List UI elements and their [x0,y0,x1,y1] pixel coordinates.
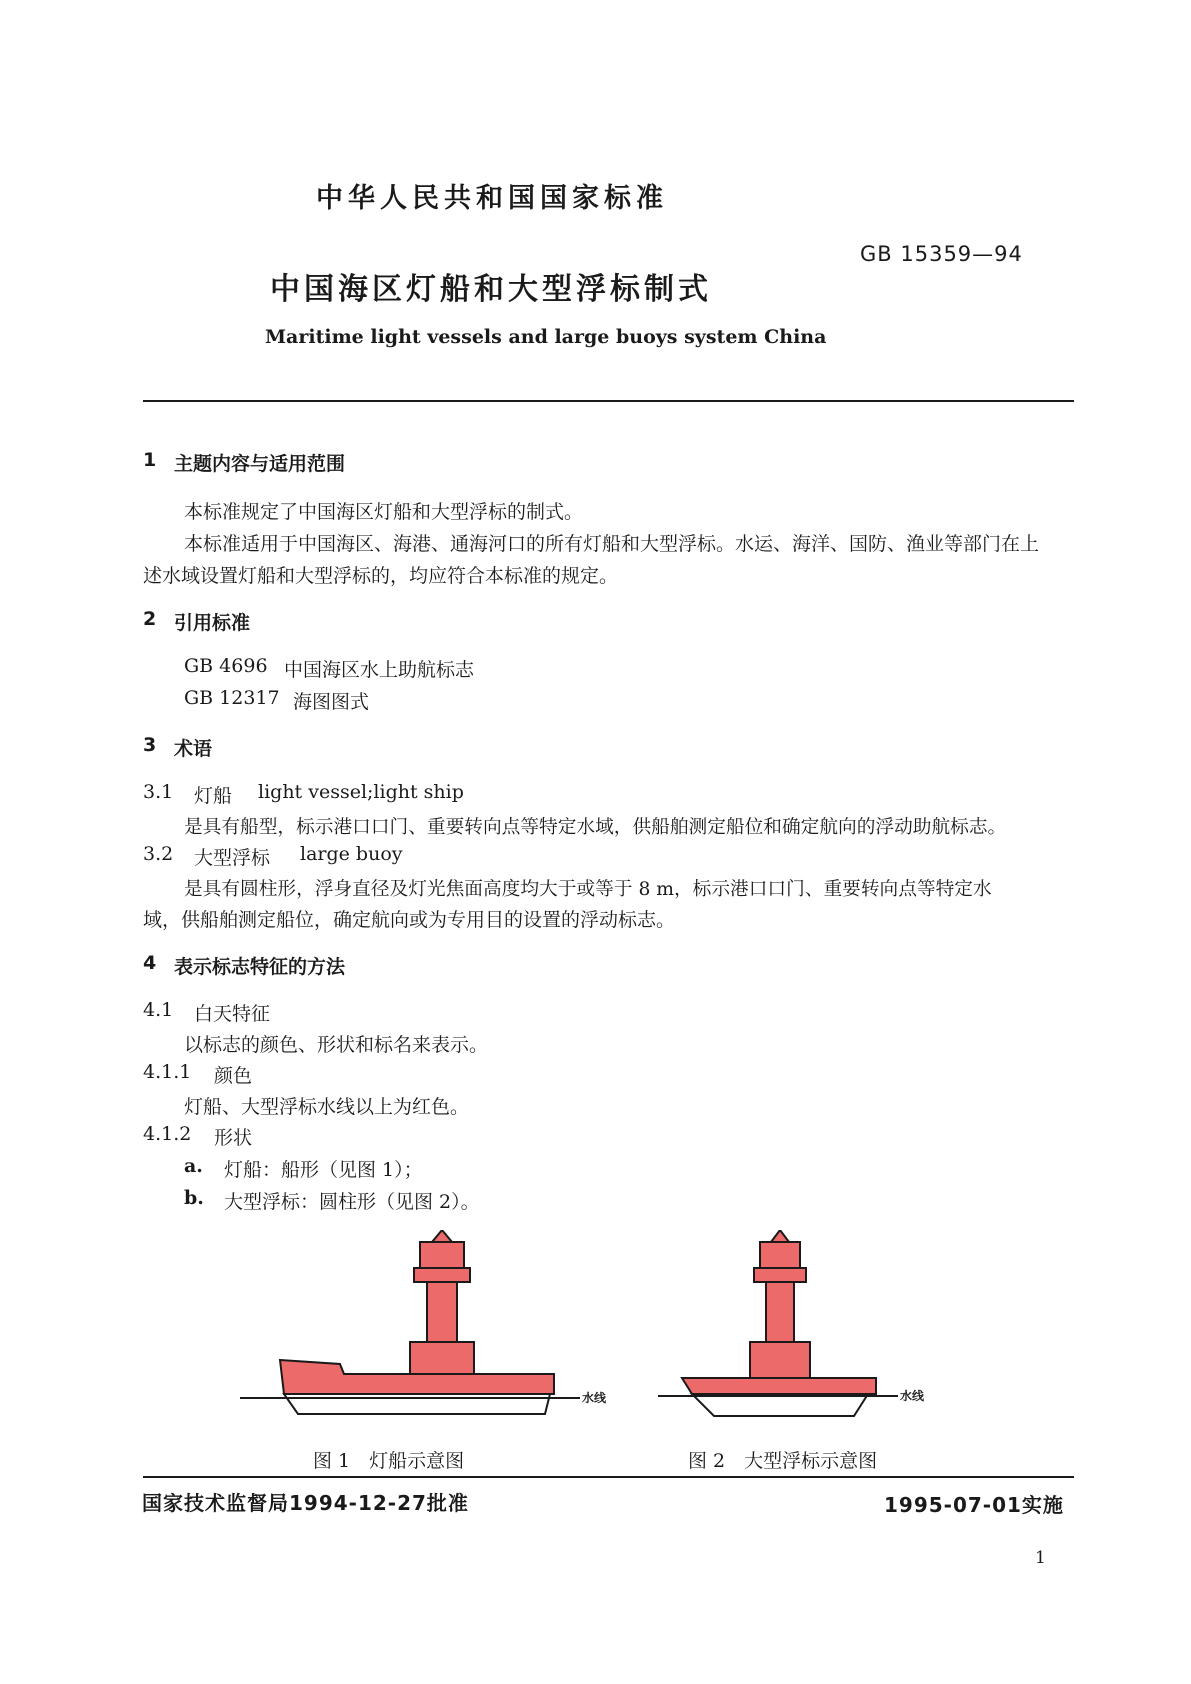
section-3-number: 3 [143,734,157,756]
reference-name: 中国海区水上助航标志 [284,659,475,681]
reference-name: 海图图式 [293,691,370,713]
lantern-roof [432,1230,452,1242]
section-4-1-1-number: 4.1.1 [143,1061,192,1083]
section-4-title: 表示标志特征的方法 [174,956,346,978]
reference-code: GB 4696 [184,655,268,677]
section-4-1-1-text: 灯船、大型浮标水线以上为红色。 [184,1096,470,1118]
waterline-label: 水线 [582,1391,607,1405]
section-3-title: 术语 [174,738,213,760]
term-3-2-cn: 大型浮标 [194,847,271,869]
buoy-lantern-housing [754,1268,806,1282]
section-4-1-1-title: 颜色 [214,1065,253,1087]
section-4-1-2-number: 4.1.2 [143,1123,192,1145]
mast [427,1280,457,1342]
header-divider [143,400,1074,402]
section-4-number: 4 [143,952,157,974]
section-4-1-2-title: 形状 [214,1127,253,1149]
figure-1-light-vessel-diagram [240,1230,640,1430]
section-4-1-number: 4.1 [143,999,174,1021]
term-3-1-definition: 是具有船型，标示港口口门、重要转向点等特定水域，供船舶测定船位和确定航向的浮动助航标志。 [184,817,1007,838]
section-2-number: 2 [143,608,157,630]
list-item-label: b. [184,1187,204,1209]
term-3-2-definition-line-1: 是具有圆柱形，浮身直径及灯光焦面高度均大于或等于 8 m，标示港口口门、重要转向点等特定水 [184,879,992,900]
document-title-cn: 中国海区灯船和大型浮标制式 [270,272,712,307]
section-4-1-title: 白天特征 [194,1003,271,1025]
buoy-deckhouse [750,1342,810,1378]
section-1-paragraph-2-line-1: 本标准适用于中国海区、海港、通海河口的所有灯船和大型浮标。水运、海洋、国防、渔业等部门在上 [184,533,1040,555]
term-3-1-en: light vessel;light ship [258,781,464,803]
section-2-title: 引用标准 [174,612,251,634]
term-3-1-cn: 灯船 [194,785,233,807]
figure-2-caption: 图 2 大型浮标示意图 [688,1450,878,1472]
footer-divider [143,1476,1074,1478]
term-3-2-definition-line-2: 域，供船舶测定船位，确定航向或为专用目的设置的浮动标志。 [143,909,676,931]
reference-code: GB 12317 [184,687,280,709]
buoy-hull-lower [692,1394,868,1416]
buoy-lantern-room [760,1242,800,1268]
lantern-room [420,1242,464,1268]
list-item-text: 大型浮标：圆柱形（见图 2）。 [224,1191,480,1213]
national-standard-heading: 中华人民共和国国家标准 [316,183,668,214]
list-item-text: 灯船：船形（见图 1）； [224,1159,423,1181]
term-3-2-number: 3.2 [143,843,174,865]
buoy-hull-upper [682,1378,876,1394]
approval-statement: 国家技术监督局1994-12-27批准 [142,1491,469,1515]
list-item-label: a. [184,1155,203,1177]
figure-2-large-buoy-diagram [650,1230,950,1430]
section-1-title: 主题内容与适用范围 [174,453,346,475]
lantern-housing [414,1268,470,1282]
standard-number: GB 15359—94 [860,242,1023,266]
buoy-lantern-roof [771,1230,789,1242]
deckhouse [410,1342,474,1374]
term-3-2-en: large buoy [300,843,403,865]
effective-date: 1995-07-01实施 [884,1493,1064,1517]
section-1-number: 1 [143,449,157,471]
term-3-1-number: 3.1 [143,781,174,803]
waterline-label: 水线 [900,1389,925,1403]
figure-1-caption: 图 1 灯船示意图 [313,1450,465,1472]
page-number: 1 [1035,1548,1046,1568]
section-1-paragraph-2-line-2: 述水域设置灯船和大型浮标的，均应符合本标准的规定。 [143,565,619,587]
document-title-en: Maritime light vessels and large buoys system China [265,326,827,348]
section-1-paragraph-1: 本标准规定了中国海区灯船和大型浮标的制式。 [184,501,584,523]
buoy-mast [766,1280,794,1342]
section-4-1-text: 以标志的颜色、形状和标名来表示。 [184,1034,489,1056]
